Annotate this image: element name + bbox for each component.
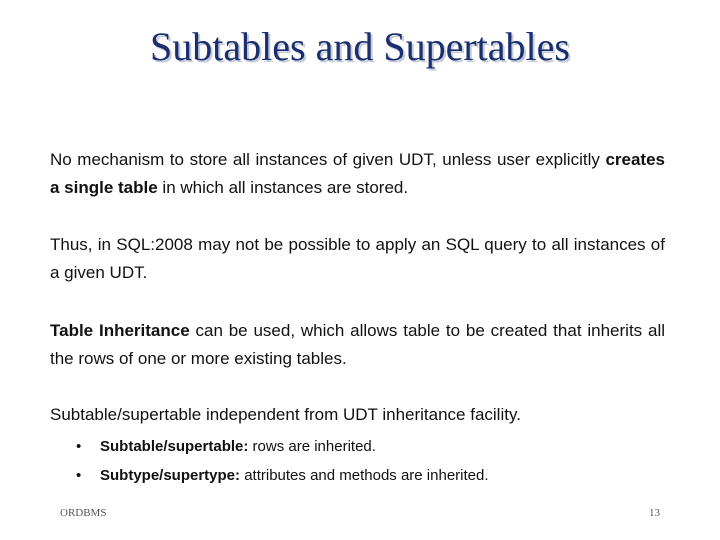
bullet-description: attributes and methods are inherited. bbox=[240, 467, 489, 484]
paragraph-text: No mechanism to store all instances of given UDT, unless user explicitly bbox=[50, 150, 606, 169]
slide-title: Subtables and Supertables bbox=[150, 24, 570, 69]
bullet-marker: • bbox=[76, 467, 82, 484]
bullet-description: rows are inherited. bbox=[248, 438, 376, 455]
footer-label: ORDBMS bbox=[60, 507, 107, 519]
paragraph-no-mechanism bbox=[50, 146, 665, 202]
paragraph-text: can be used, which allows table to be created that inherits all the rows of one or more existing tables. bbox=[50, 321, 666, 368]
page-number: 13 bbox=[649, 507, 660, 519]
paragraph-bold-text: creates a single table bbox=[50, 150, 665, 197]
paragraph-sql2008 bbox=[50, 231, 665, 287]
paragraph-subtable-supertable bbox=[50, 401, 665, 429]
bullet-marker: • bbox=[76, 438, 82, 455]
paragraph-table-inheritance bbox=[50, 317, 665, 373]
paragraph-text: Subtable/supertable independent from UDT inheritance facility. bbox=[50, 405, 521, 424]
bullet-subtable-supertable bbox=[76, 436, 676, 458]
bullet-subtype-supertype bbox=[76, 465, 676, 487]
paragraph-text: Thus, in SQL:2008 may not be possible to apply an SQL query to all instances of a given UDT. bbox=[50, 235, 665, 282]
paragraph-bold-text: Table Inheritance bbox=[50, 321, 190, 340]
bullet-term: Subtype/supertype: bbox=[100, 467, 241, 484]
paragraph-text: in which all instances are stored. bbox=[157, 178, 409, 197]
bullet-term: Subtable/supertable: bbox=[100, 438, 249, 455]
